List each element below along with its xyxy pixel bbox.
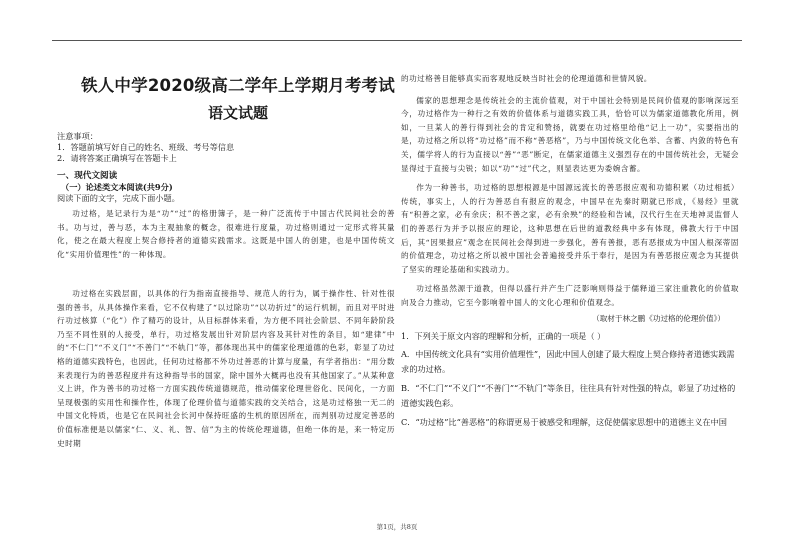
reading-instruction: 阅读下面的文字，完成下面小题。 — [57, 193, 180, 203]
header-rule — [52, 40, 742, 41]
sub-section-heading: （一）论述类文本阅读(共9分) — [61, 182, 173, 192]
exam-subtitle: 语文试题 — [207, 104, 268, 122]
notice-item: 2．请将答案正确填写在答题卡上 — [57, 153, 177, 163]
answer-option-c[interactable]: C．“功过格”比“善恶格”的称谓更易于被感受和理解，这促使儒家思想中的道德主义在中国 — [401, 416, 727, 427]
page-number: 第1页，共8页 — [376, 523, 418, 531]
question-stem: 1．下列关于原文内容的理解和分析，正确的一项是（ ） — [401, 330, 606, 341]
answer-option-b[interactable]: B．“不仁门”“不义门”“不善门”“不轨门”等条目，往往具有针对性强的特点，彰显了功过格的道德实践色彩。 — [401, 382, 736, 408]
passage-paragraph: 儒家的思想理念是传统社会的主流价值观，对于中国社会特别是民间价值观的影响深远至今，功过格作为一种行之有效的价值体系与道德实践工具，恰恰可以为儒家道德教化所用，例如，一旦某人的善行得到社会的肯定和赞扬，就要在功过格里给他“记上一功”，实要指出的是，功过格之所以将“功过格”而不称“善恶格”，乃与中国传统文化色举、含蓄、内敛的特色有关，儒学将人的行为直接以“善”“恶”断定，在儒家道德主义强烈存在的中国传统社会，无疑会显得过于直接与尖锐；如以“功”“过”代之，则显表达更为委婉含蓄。 — [401, 95, 739, 173]
passage-paragraph: 功过格在实践层面，以具体的行为指南直接指导、规范人的行为，属于操作性、针对性很强的善书，从具体操作来看，它不仅构建了“以过除功”“以功折过”的运行机制，而且对平时进行功过核算（“化”）作了精巧的设计，从目标群体来看，为方便不同社会阶层、不同年龄阶段乃至不同性别的人接受，单行，功过格发展出针对阶层内容及其针对性的条目，如“建律”中的“不仁门”“不义门”“不善门”“不轨门”等，都体现出其中的儒家伦理道德的色彩，彰显了功过格的道德实践特色，也因此，任何功过格都不外功过善恶的计算与度量，有学者指出：“用分数来表现行为的善恶程度并有这种指导书的国家，除中国外大概再也没有其他国家了。”从某种意义上讲，作为善书的功过格一方面实践传统道德规范，推动儒家伦理世俗化、民间化，一方面呈现极强的实用性和操作性，体现了伦理价值与道德实践的交关结合，这是功过格独一无二的中国文化特质，也是它在民间社会长河中保持旺盛的生机的原因所在，而判别功过度定善恶的价值标准便是以儒家“仁、义、礼、智、信”为主的传统伦理道德，但绝一体的是，来一特定历史时期 — [57, 289, 395, 448]
passage-paragraph: 功过格虽然源于道教，但得以盛行并产生广泛影响则得益于儒释道三家注重教化的价值取向及合力推动，它至今影响着中国人的文化心理和价值观念。 — [401, 284, 739, 307]
section-heading: 一、现代文阅读 — [57, 171, 118, 181]
passage-paragraph: 功过格，是记录行为是“功”“过”的格册簿子，是一种广泛流传于中国古代民间社会的善书。功与过，善与恶，本为主观抽象的概念，很难进行度量，功过格则通过一定形式将其量化，使之在最大程度上契合修持者的道德实践需求。这既是中国人的创建，也是中国传统文化“实用价值理性”的一种体现。 — [57, 209, 395, 259]
notice-heading: 注意事项： — [57, 131, 98, 141]
right-column — [401, 70, 739, 433]
notice-item: 1．答题前填写好自己的姓名、班级、考号等信息 — [57, 142, 235, 152]
answer-option-a[interactable]: A．中国传统文化具有“实用价值理性”，因此中国人创建了最大程度上契合修持者道德实践需求的功过格。 — [401, 348, 735, 374]
left-column — [57, 70, 395, 531]
passage-paragraph: 的功过格善目能够真实而客观地反映当时社会的伦理道德和世情风貌。 — [401, 74, 652, 83]
passage-paragraph: 作为一种善书，功过格的思想根源是中国源远流长的善恶报应观和功德积累（功过相抵）传统，事实上，人的行为善恶自有报应的观念，中国早在先秦时期就已形成，《易经》里就有“积善之家，必有余庆；积不善之家，必有余殃”的经验和告诫，汉代行生在天地神灵监督人们的善恶行为并予以报应的理论，这种思想在后世的道教经典中多有体现，佛教大行于中国后，其“因果报应”观念在民间社会得到进一步强化，善有善报，恶有恶报成为中国人根深蒂固的价值理念，功过格之所以被中国社会普遍接受并乐于奉行，是因为有善恶报应观念为其提供了坚实的理论基础和实践动力。 — [401, 183, 739, 274]
exam-title: 铁人中学2020级高二学年上学期月考考试 — [81, 76, 395, 95]
passage-source: （取材于林之鹏《功过格的伦理价值》） — [592, 313, 725, 323]
